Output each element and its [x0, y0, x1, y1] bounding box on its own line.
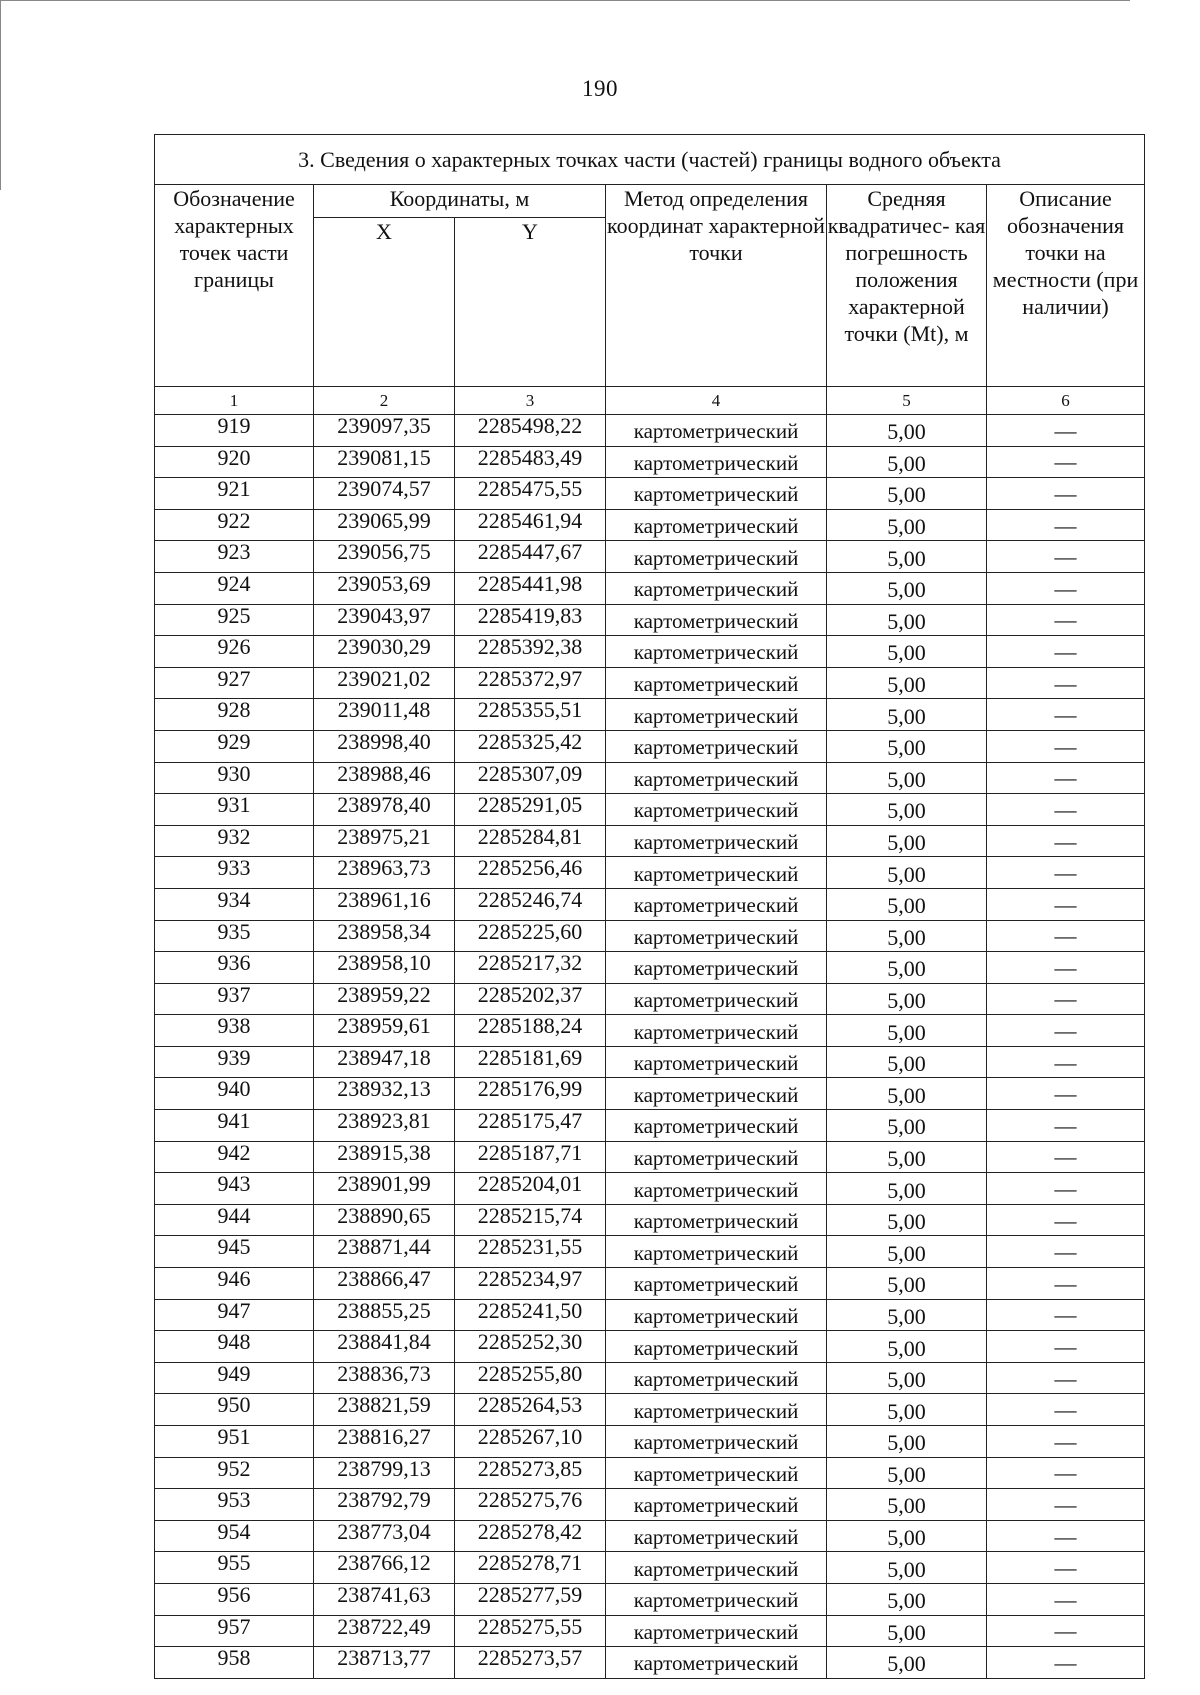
scan-edge-top: [0, 0, 1130, 1]
cell-point: 940: [155, 1078, 314, 1110]
cell-y: 2285188,24: [455, 1015, 606, 1047]
cell-desc: —: [987, 1268, 1145, 1300]
cell-mt: 5,00: [827, 1362, 987, 1394]
cell-x: 239074,57: [314, 478, 455, 510]
cell-point: 944: [155, 1204, 314, 1236]
cell-x: 238959,61: [314, 1015, 455, 1047]
cell-y: 2285275,76: [455, 1489, 606, 1521]
cell-desc: —: [987, 1173, 1145, 1205]
cell-mt: 5,00: [827, 1394, 987, 1426]
table-row: [155, 794, 1145, 826]
table-row: [155, 1110, 1145, 1142]
cell-mt: 5,00: [827, 1236, 987, 1268]
cell-mt: 5,00: [827, 446, 987, 478]
cell-method: картометрический: [606, 1204, 827, 1236]
cell-x: 238901,99: [314, 1173, 455, 1205]
cell-x: 238741,63: [314, 1583, 455, 1615]
table-row: [155, 825, 1145, 857]
cell-y: 2285483,49: [455, 446, 606, 478]
cell-mt: 5,00: [827, 1110, 987, 1142]
cell-mt: 5,00: [827, 762, 987, 794]
cell-mt: 5,00: [827, 509, 987, 541]
cell-point: 936: [155, 952, 314, 984]
column-number: 5: [827, 387, 987, 415]
cell-x: 238961,16: [314, 888, 455, 920]
cell-point: 951: [155, 1426, 314, 1458]
cell-point: 938: [155, 1015, 314, 1047]
table-row: [155, 1583, 1145, 1615]
cell-mt: 5,00: [827, 1204, 987, 1236]
cell-point: 928: [155, 699, 314, 731]
cell-desc: —: [987, 541, 1145, 573]
cell-y: 2285264,53: [455, 1394, 606, 1426]
cell-desc: —: [987, 1362, 1145, 1394]
cell-point: 927: [155, 667, 314, 699]
cell-mt: 5,00: [827, 667, 987, 699]
cell-mt: 5,00: [827, 952, 987, 984]
cell-y: 2285372,97: [455, 667, 606, 699]
cell-method: картометрический: [606, 1362, 827, 1394]
cell-mt: 5,00: [827, 478, 987, 510]
cell-desc: —: [987, 509, 1145, 541]
column-number: 4: [606, 387, 827, 415]
cell-point: 955: [155, 1552, 314, 1584]
cell-method: картометрический: [606, 1394, 827, 1426]
header-description: Описание обозначения точки на местности (при наличии): [987, 185, 1145, 387]
cell-y: 2285461,94: [455, 509, 606, 541]
cell-point: 921: [155, 478, 314, 510]
table-row: [155, 1046, 1145, 1078]
cell-desc: —: [987, 1299, 1145, 1331]
cell-x: 238713,77: [314, 1647, 455, 1679]
cell-method: картометрический: [606, 1615, 827, 1647]
cell-desc: —: [987, 1236, 1145, 1268]
cell-x: 238963,73: [314, 857, 455, 889]
table-row: [155, 699, 1145, 731]
cell-mt: 5,00: [827, 983, 987, 1015]
cell-y: 2285181,69: [455, 1046, 606, 1078]
cell-desc: —: [987, 1615, 1145, 1647]
table-caption: 3. Сведения о характерных точках части (частей) границы водного объекта: [155, 135, 1145, 185]
cell-point: 952: [155, 1457, 314, 1489]
cell-y: 2285202,37: [455, 983, 606, 1015]
cell-method: картометрический: [606, 509, 827, 541]
table-row: [155, 1489, 1145, 1521]
column-number: 1: [155, 387, 314, 415]
cell-desc: —: [987, 1520, 1145, 1552]
cell-mt: 5,00: [827, 604, 987, 636]
cell-y: 2285273,57: [455, 1647, 606, 1679]
cell-point: 948: [155, 1331, 314, 1363]
cell-desc: —: [987, 572, 1145, 604]
cell-point: 950: [155, 1394, 314, 1426]
cell-mt: 5,00: [827, 1489, 987, 1521]
cell-y: 2285204,01: [455, 1173, 606, 1205]
cell-x: 239030,29: [314, 636, 455, 668]
cell-point: 919: [155, 415, 314, 447]
cell-desc: —: [987, 415, 1145, 447]
cell-y: 2285255,80: [455, 1362, 606, 1394]
cell-y: 2285241,50: [455, 1299, 606, 1331]
table-row: [155, 762, 1145, 794]
cell-method: картометрический: [606, 1110, 827, 1142]
cell-mt: 5,00: [827, 1046, 987, 1078]
table-row: [155, 1615, 1145, 1647]
cell-method: картометрический: [606, 636, 827, 668]
cell-mt: 5,00: [827, 541, 987, 573]
cell-desc: —: [987, 1647, 1145, 1679]
cell-x: 238959,22: [314, 983, 455, 1015]
cell-mt: 5,00: [827, 1078, 987, 1110]
cell-x: 238766,12: [314, 1552, 455, 1584]
cell-point: 934: [155, 888, 314, 920]
table-row: [155, 636, 1145, 668]
cell-desc: —: [987, 667, 1145, 699]
cell-y: 2285278,42: [455, 1520, 606, 1552]
table-row: [155, 730, 1145, 762]
cell-mt: 5,00: [827, 1173, 987, 1205]
cell-y: 2285273,85: [455, 1457, 606, 1489]
cell-desc: —: [987, 1489, 1145, 1521]
table-row: [155, 446, 1145, 478]
table-row: [155, 1173, 1145, 1205]
cell-y: 2285175,47: [455, 1110, 606, 1142]
cell-mt: 5,00: [827, 1426, 987, 1458]
cell-method: картометрический: [606, 1331, 827, 1363]
cell-x: 238958,34: [314, 920, 455, 952]
cell-point: 953: [155, 1489, 314, 1521]
cell-desc: —: [987, 1204, 1145, 1236]
header-coords: Координаты, м: [314, 185, 606, 218]
cell-y: 2285215,74: [455, 1204, 606, 1236]
header-point: Обозначение характерных точек части границы: [155, 185, 314, 387]
cell-desc: —: [987, 952, 1145, 984]
cell-method: картометрический: [606, 794, 827, 826]
cell-x: 239021,02: [314, 667, 455, 699]
cell-y: 2285252,30: [455, 1331, 606, 1363]
table-row: [155, 983, 1145, 1015]
cell-y: 2285419,83: [455, 604, 606, 636]
cell-desc: —: [987, 888, 1145, 920]
cell-x: 238923,81: [314, 1110, 455, 1142]
cell-y: 2285231,55: [455, 1236, 606, 1268]
cell-mt: 5,00: [827, 920, 987, 952]
cell-method: картометрический: [606, 1426, 827, 1458]
cell-y: 2285392,38: [455, 636, 606, 668]
cell-point: 935: [155, 920, 314, 952]
cell-mt: 5,00: [827, 1647, 987, 1679]
cell-x: 238978,40: [314, 794, 455, 826]
cell-desc: —: [987, 1552, 1145, 1584]
cell-x: 238871,44: [314, 1236, 455, 1268]
cell-desc: —: [987, 478, 1145, 510]
cell-point: 949: [155, 1362, 314, 1394]
cell-desc: —: [987, 1110, 1145, 1142]
cell-method: картометрический: [606, 1078, 827, 1110]
table-row: [155, 1331, 1145, 1363]
cell-y: 2285176,99: [455, 1078, 606, 1110]
cell-y: 2285284,81: [455, 825, 606, 857]
cell-y: 2285355,51: [455, 699, 606, 731]
table-row: [155, 604, 1145, 636]
cell-desc: —: [987, 857, 1145, 889]
cell-desc: —: [987, 983, 1145, 1015]
cell-desc: —: [987, 1046, 1145, 1078]
table-row: [155, 1078, 1145, 1110]
cell-y: 2285234,97: [455, 1268, 606, 1300]
cell-desc: —: [987, 1583, 1145, 1615]
cell-point: 957: [155, 1615, 314, 1647]
cell-x: 239065,99: [314, 509, 455, 541]
cell-mt: 5,00: [827, 572, 987, 604]
cell-mt: 5,00: [827, 415, 987, 447]
table-row: [155, 1204, 1145, 1236]
cell-mt: 5,00: [827, 1268, 987, 1300]
table-row: [155, 1015, 1145, 1047]
cell-method: картометрический: [606, 572, 827, 604]
table-body: [155, 415, 1145, 1679]
cell-mt: 5,00: [827, 730, 987, 762]
cell-desc: —: [987, 1331, 1145, 1363]
cell-mt: 5,00: [827, 1141, 987, 1173]
header-x: X: [314, 218, 455, 387]
cell-method: картометрический: [606, 762, 827, 794]
cell-x: 238988,46: [314, 762, 455, 794]
column-number-row: [155, 387, 1145, 415]
cell-method: картометрический: [606, 857, 827, 889]
cell-method: картометрический: [606, 1268, 827, 1300]
cell-x: 238855,25: [314, 1299, 455, 1331]
cell-desc: —: [987, 699, 1145, 731]
cell-x: 239011,48: [314, 699, 455, 731]
cell-desc: —: [987, 825, 1145, 857]
cell-point: 945: [155, 1236, 314, 1268]
cell-y: 2285275,55: [455, 1615, 606, 1647]
cell-mt: 5,00: [827, 1552, 987, 1584]
table-row: [155, 1299, 1145, 1331]
cell-point: 943: [155, 1173, 314, 1205]
table-row: [155, 415, 1145, 447]
cell-point: 956: [155, 1583, 314, 1615]
table-row: [155, 1426, 1145, 1458]
cell-method: картометрический: [606, 415, 827, 447]
table-row: [155, 667, 1145, 699]
table-row: [155, 1362, 1145, 1394]
cell-method: картометрический: [606, 1173, 827, 1205]
cell-method: картометрический: [606, 478, 827, 510]
cell-method: картометрический: [606, 604, 827, 636]
cell-method: картометрический: [606, 1583, 827, 1615]
cell-y: 2285278,71: [455, 1552, 606, 1584]
cell-point: 922: [155, 509, 314, 541]
cell-x: 238932,13: [314, 1078, 455, 1110]
table-row: [155, 1520, 1145, 1552]
cell-point: 931: [155, 794, 314, 826]
cell-point: 941: [155, 1110, 314, 1142]
table-row: [155, 1647, 1145, 1679]
cell-x: 238998,40: [314, 730, 455, 762]
cell-mt: 5,00: [827, 1520, 987, 1552]
cell-desc: —: [987, 636, 1145, 668]
cell-method: картометрический: [606, 1141, 827, 1173]
cell-point: 930: [155, 762, 314, 794]
cell-mt: 5,00: [827, 1015, 987, 1047]
cell-x: 238722,49: [314, 1615, 455, 1647]
table-row: [155, 541, 1145, 573]
cell-method: картометрический: [606, 699, 827, 731]
table-row: [155, 1457, 1145, 1489]
cell-y: 2285291,05: [455, 794, 606, 826]
page-number: 190: [582, 76, 618, 101]
cell-method: картометрический: [606, 825, 827, 857]
cell-point: 932: [155, 825, 314, 857]
cell-y: 2285225,60: [455, 920, 606, 952]
cell-desc: —: [987, 730, 1145, 762]
cell-method: картометрический: [606, 730, 827, 762]
cell-x: 239097,35: [314, 415, 455, 447]
table-row: [155, 1236, 1145, 1268]
column-number: 2: [314, 387, 455, 415]
cell-method: картометрический: [606, 1520, 827, 1552]
cell-mt: 5,00: [827, 1299, 987, 1331]
table-row: [155, 1268, 1145, 1300]
cell-desc: —: [987, 1426, 1145, 1458]
cell-mt: 5,00: [827, 1331, 987, 1363]
header-method: Метод определения координат характерной точки: [606, 185, 827, 387]
cell-point: 946: [155, 1268, 314, 1300]
cell-point: 939: [155, 1046, 314, 1078]
cell-y: 2285246,74: [455, 888, 606, 920]
cell-x: 238866,47: [314, 1268, 455, 1300]
cell-mt: 5,00: [827, 1583, 987, 1615]
cell-y: 2285256,46: [455, 857, 606, 889]
cell-y: 2285267,10: [455, 1426, 606, 1458]
column-number: 6: [987, 387, 1145, 415]
cell-method: картометрический: [606, 1015, 827, 1047]
cell-x: 238947,18: [314, 1046, 455, 1078]
cell-point: 923: [155, 541, 314, 573]
column-number: 3: [455, 387, 606, 415]
cell-mt: 5,00: [827, 888, 987, 920]
cell-x: 239081,15: [314, 446, 455, 478]
cell-desc: —: [987, 446, 1145, 478]
cell-desc: —: [987, 1394, 1145, 1426]
cell-desc: —: [987, 794, 1145, 826]
cell-desc: —: [987, 604, 1145, 636]
cell-method: картометрический: [606, 1552, 827, 1584]
boundary-points-table: [154, 134, 1145, 1679]
cell-x: 238773,04: [314, 1520, 455, 1552]
cell-desc: —: [987, 1078, 1145, 1110]
cell-y: 2285217,32: [455, 952, 606, 984]
table-row: [155, 572, 1145, 604]
cell-mt: 5,00: [827, 857, 987, 889]
cell-mt: 5,00: [827, 1457, 987, 1489]
table-row: [155, 478, 1145, 510]
cell-y: 2285498,22: [455, 415, 606, 447]
cell-method: картометрический: [606, 1457, 827, 1489]
header-y: Y: [455, 218, 606, 387]
cell-method: картометрический: [606, 920, 827, 952]
cell-x: 238799,13: [314, 1457, 455, 1489]
table-row: [155, 1141, 1145, 1173]
cell-x: 238836,73: [314, 1362, 455, 1394]
cell-method: картометрический: [606, 1236, 827, 1268]
table-row: [155, 1552, 1145, 1584]
cell-x: 238975,21: [314, 825, 455, 857]
cell-method: картометрический: [606, 888, 827, 920]
cell-point: 954: [155, 1520, 314, 1552]
cell-method: картометрический: [606, 983, 827, 1015]
table-row: [155, 1394, 1145, 1426]
cell-point: 942: [155, 1141, 314, 1173]
cell-method: картометрический: [606, 1489, 827, 1521]
table-row: [155, 920, 1145, 952]
cell-desc: —: [987, 1141, 1145, 1173]
cell-method: картометрический: [606, 1647, 827, 1679]
cell-desc: —: [987, 1015, 1145, 1047]
cell-y: 2285187,71: [455, 1141, 606, 1173]
cell-method: картометрический: [606, 667, 827, 699]
cell-point: 920: [155, 446, 314, 478]
cell-mt: 5,00: [827, 825, 987, 857]
cell-x: 238816,27: [314, 1426, 455, 1458]
cell-point: 929: [155, 730, 314, 762]
cell-point: 937: [155, 983, 314, 1015]
cell-method: картометрический: [606, 952, 827, 984]
cell-mt: 5,00: [827, 1615, 987, 1647]
cell-point: 924: [155, 572, 314, 604]
cell-point: 925: [155, 604, 314, 636]
cell-mt: 5,00: [827, 636, 987, 668]
cell-y: 2285325,42: [455, 730, 606, 762]
cell-x: 239053,69: [314, 572, 455, 604]
cell-y: 2285277,59: [455, 1583, 606, 1615]
cell-desc: —: [987, 762, 1145, 794]
cell-desc: —: [987, 1457, 1145, 1489]
cell-method: картометрический: [606, 541, 827, 573]
cell-point: 926: [155, 636, 314, 668]
table-row: [155, 509, 1145, 541]
cell-point: 958: [155, 1647, 314, 1679]
cell-y: 2285447,67: [455, 541, 606, 573]
cell-point: 947: [155, 1299, 314, 1331]
cell-method: картометрический: [606, 1046, 827, 1078]
cell-x: 238958,10: [314, 952, 455, 984]
header-mt: Средняя квадратичес- кая погрешность положения характерной точки (Mt), м: [827, 185, 987, 387]
cell-mt: 5,00: [827, 794, 987, 826]
cell-desc: —: [987, 920, 1145, 952]
cell-x: 238890,65: [314, 1204, 455, 1236]
cell-x: 238821,59: [314, 1394, 455, 1426]
cell-x: 239056,75: [314, 541, 455, 573]
cell-mt: 5,00: [827, 699, 987, 731]
table-row: [155, 857, 1145, 889]
cell-x: 238841,84: [314, 1331, 455, 1363]
cell-x: 239043,97: [314, 604, 455, 636]
cell-x: 238915,38: [314, 1141, 455, 1173]
cell-point: 933: [155, 857, 314, 889]
cell-x: 238792,79: [314, 1489, 455, 1521]
cell-method: картометрический: [606, 1299, 827, 1331]
cell-y: 2285307,09: [455, 762, 606, 794]
cell-y: 2285441,98: [455, 572, 606, 604]
table-row: [155, 952, 1145, 984]
cell-method: картометрический: [606, 446, 827, 478]
cell-y: 2285475,55: [455, 478, 606, 510]
table-row: [155, 888, 1145, 920]
